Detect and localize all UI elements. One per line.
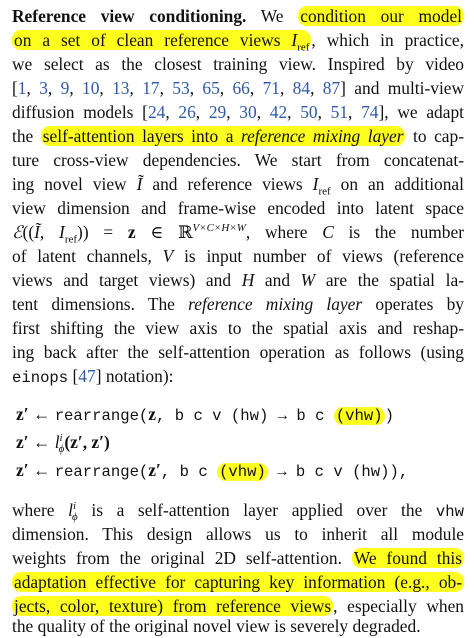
text-span: , where (245, 222, 323, 242)
code-text: ) (384, 407, 394, 425)
text-line (12, 244, 464, 268)
citation-link[interactable]: 1 (17, 78, 27, 98)
math-var: Ĩ (136, 174, 143, 194)
highlight-span: condition our model (300, 6, 462, 26)
text-line (12, 498, 464, 522)
text-span: , especially when (333, 596, 464, 616)
text-span: ] notation): (95, 366, 174, 386)
citation-link[interactable]: 74 (361, 102, 379, 122)
math-sub: ref (297, 41, 310, 54)
citation-link[interactable]: 10 (82, 78, 100, 98)
citation-link[interactable]: 30 (239, 102, 257, 122)
math-sub: ϕ (58, 443, 65, 456)
text-line: dimension. This design allows us to inherit all module (12, 524, 464, 544)
text-span: is input number of views (reference (173, 246, 464, 266)
text-line: ture cross-view dependencies. We start from concatenat- (12, 150, 464, 170)
math-var: I (312, 174, 319, 194)
text-span: We (260, 6, 299, 26)
math-var: I (291, 30, 298, 50)
text-span: of latent channels, (12, 246, 163, 266)
math-sup: i (59, 432, 63, 445)
text-span: ing novel view (12, 174, 137, 194)
citation-link[interactable]: 17 (142, 78, 160, 98)
text-span: and reference views (142, 174, 313, 194)
citation-link[interactable]: 13 (112, 78, 130, 98)
math-var: W (300, 270, 316, 290)
text-line (12, 570, 464, 594)
math-var: l (54, 432, 60, 452)
code-text: rearrange( (54, 407, 149, 425)
text-span: self-attention layers into a (42, 126, 241, 146)
citation-link[interactable]: 24 (147, 102, 166, 122)
highlight-span: We found this (353, 548, 462, 568)
highlight-span (41, 126, 406, 146)
math-lhs: z′ ← (16, 432, 55, 452)
citation-link[interactable]: 26 (178, 102, 196, 122)
text-span: to cap- (405, 126, 464, 146)
text-line: the quality of the original novel view is severely degraded. (12, 616, 421, 636)
math-var: H (241, 270, 255, 290)
text-line: [1, 3, 9, 10, 13, 17, 53, 65, 66, 71, 84, 87] and multi-view (12, 78, 465, 98)
highlight-span: (vhw) (219, 463, 266, 481)
code-text: rearrange( (54, 463, 149, 481)
math-var: V (162, 246, 174, 266)
text-line (12, 546, 464, 570)
text-line: diffusion models [24, 26, 29, 30, 42, 50, 51, 74], we adapt (12, 102, 464, 122)
text-span: ], we adapt (378, 102, 464, 122)
code-text: einops (12, 369, 69, 387)
math-var: z′ (148, 460, 161, 480)
text-line (12, 268, 464, 292)
citation-link[interactable]: 66 (232, 78, 250, 98)
text-span: are the spatial la- (315, 270, 464, 290)
math-sup: V×C×H×W (192, 222, 246, 235)
text-line: ing back after the self-attention operation as follows (using (12, 342, 464, 362)
equation-2 (16, 428, 110, 456)
text-line (12, 292, 464, 316)
text-line (12, 4, 464, 28)
text-span: on a set of clean reference views (14, 30, 292, 50)
text-line: view dimension and frame-wise encoded into latent space (12, 198, 464, 218)
text-span: the (12, 126, 41, 146)
code-text: → b c v (hw)), (267, 463, 409, 481)
citation-link[interactable]: 50 (300, 102, 318, 122)
text-span: is a self-attention layer applied over the (77, 500, 436, 520)
text-span: )) = (77, 222, 128, 242)
math-var: z (148, 404, 157, 424)
highlight-span: adaptation effective for capturing key information (e.g., ob- (14, 572, 462, 592)
highlight-span: jects, color, texture) from reference views (14, 596, 332, 616)
text-span: (( (22, 222, 35, 242)
text-span: ∈ ℝ (135, 222, 193, 242)
text-span: diffusion models [ (12, 102, 148, 122)
citation-link[interactable]: 47 (78, 366, 96, 386)
code-text: , b c (160, 463, 218, 481)
citation-link[interactable]: 53 (172, 78, 190, 98)
equation-1 (16, 400, 394, 428)
citation-link[interactable]: 71 (262, 78, 280, 98)
citation-link[interactable]: 29 (208, 102, 227, 122)
text-span: on an additional (330, 174, 464, 194)
text-line (12, 28, 464, 52)
text-span: operates by (362, 294, 464, 314)
text-line (12, 124, 464, 148)
text-span: [ (12, 78, 18, 98)
citation-link[interactable]: 42 (269, 102, 288, 122)
text-span: ] and multi-view (340, 78, 465, 98)
citation-link[interactable]: 51 (330, 102, 349, 122)
math-sub: ϕ (72, 511, 78, 524)
text-span: views and target views) and (12, 270, 242, 290)
text-span: , which in practice, (311, 30, 464, 50)
math-lhs: z′ ← (16, 460, 55, 480)
citation-link[interactable]: 65 (202, 78, 220, 98)
math-lhs: z′ ← (16, 404, 55, 424)
section-title: Reference view conditioning. (12, 6, 247, 26)
text-span: where (12, 500, 69, 520)
math-sub: ref (64, 233, 78, 246)
code-text: , b c v (hw) → b c (156, 407, 334, 425)
math-var: C (322, 222, 334, 242)
citation-link[interactable]: 9 (60, 78, 70, 98)
text-span: and (254, 270, 301, 290)
text-span: tent dimensions. The (12, 294, 189, 314)
code-text: vhw (435, 503, 464, 521)
emphasis-text: reference mixing layer (188, 294, 363, 314)
math-var: ℰ (12, 222, 23, 242)
math-var: l (68, 500, 73, 520)
equation-3 (16, 456, 408, 484)
emphasis-text: reference mixing layer (240, 126, 404, 146)
text-span: [ (68, 366, 79, 386)
text-span: weights from the original 2D self-attention. (12, 548, 352, 568)
text-span: is the number (333, 222, 464, 242)
highlight-span: (vhw) (335, 407, 383, 425)
highlight-span (12, 30, 311, 54)
citation-link[interactable]: 84 (292, 78, 311, 98)
math-var: z (127, 222, 136, 242)
citation-link[interactable]: 3 (39, 78, 48, 98)
text-line: we select as the closest training view. Inspired by video (12, 54, 464, 74)
text-line: first shifting the view axis to the spatial axis and reshap- (12, 318, 464, 338)
citation-link[interactable]: 87 (322, 78, 341, 98)
text-line (12, 364, 464, 388)
math-sup: i (72, 500, 77, 513)
math-sub: ref (318, 185, 331, 198)
math-var: Ĩ (34, 222, 40, 242)
text-line (12, 172, 464, 196)
text-line: ℰ((Ĩ, $I_{ref})) = z$ ∈ ℝ$^{V\times C\times H\times W}$, where C is the number (12, 222, 464, 246)
math-var: I (59, 222, 65, 242)
math-args: (z′, z′) (64, 432, 110, 452)
